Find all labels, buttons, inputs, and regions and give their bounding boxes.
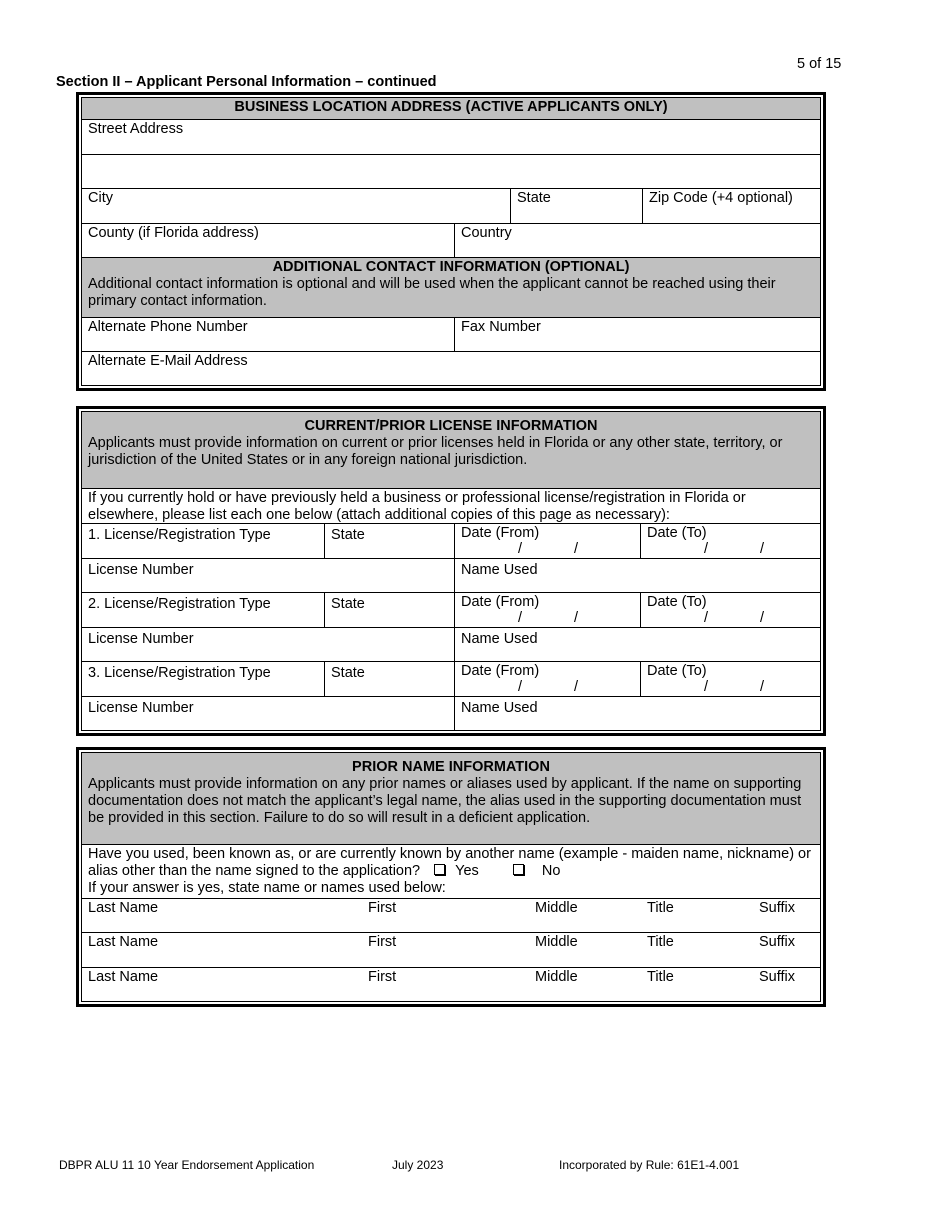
date-separator: / <box>574 541 579 557</box>
date-separator: / <box>574 679 579 695</box>
license-entry-2 <box>82 592 820 627</box>
date-separator: / <box>760 679 765 695</box>
fax-number-field[interactable] <box>454 318 820 351</box>
date-separator: / <box>760 541 765 557</box>
date-from-label: Date (From) <box>461 663 540 679</box>
license-type-label: 3. License/Registration Type <box>88 665 271 681</box>
license-info-box <box>76 406 826 736</box>
fax-number-label: Fax Number <box>461 319 541 335</box>
prior-name-row-3 <box>82 967 820 1001</box>
street-address-field[interactable] <box>82 120 820 188</box>
yes-checkbox[interactable] <box>434 864 445 875</box>
date-from-field[interactable] <box>454 524 640 558</box>
section-title: Section II – Applicant Personal Information – continued <box>56 74 437 90</box>
prior-name-row-1 <box>82 898 820 932</box>
first-name-label: First <box>368 969 397 985</box>
title-label: Title <box>647 934 674 950</box>
prior-name-question-text: Have you used, been known as, or are currently known by another name (example - maiden name, nickname) or alias other than the name signed to the application? <box>88 846 811 879</box>
suffix-field[interactable] <box>753 933 820 967</box>
license-number-field[interactable] <box>82 559 454 592</box>
date-separator: / <box>574 610 579 626</box>
middle-name-label: Middle <box>535 900 578 916</box>
alternate-phone-label: Alternate Phone Number <box>88 319 248 335</box>
last-name-field[interactable] <box>82 968 362 1001</box>
license-type-field[interactable] <box>82 662 324 696</box>
name-used-field[interactable] <box>454 697 820 730</box>
suffix-field[interactable] <box>753 968 820 1001</box>
license-state-label: State <box>331 527 365 543</box>
date-from-field[interactable] <box>454 593 640 627</box>
alternate-phone-field[interactable] <box>82 318 454 351</box>
zip-code-label: Zip Code (+4 optional) <box>649 190 793 206</box>
license-state-field[interactable] <box>324 662 454 696</box>
date-from-field[interactable] <box>454 662 640 696</box>
city-label: City <box>88 190 113 206</box>
last-name-field[interactable] <box>82 933 362 967</box>
date-to-field[interactable] <box>640 662 820 696</box>
page-number: 5 of 15 <box>797 56 842 72</box>
footer-form-name: DBPR ALU 11 10 Year Endorsement Application <box>59 1158 315 1172</box>
date-separator: / <box>704 610 709 626</box>
date-to-field[interactable] <box>640 593 820 627</box>
business-location-box <box>76 92 826 391</box>
middle-name-label: Middle <box>535 969 578 985</box>
prior-name-question <box>82 846 820 880</box>
first-name-label: First <box>368 900 397 916</box>
middle-name-field[interactable] <box>529 899 641 932</box>
license-number-label: License Number <box>88 562 194 578</box>
first-name-field[interactable] <box>362 968 529 1001</box>
title-label: Title <box>647 969 674 985</box>
license-number-field[interactable] <box>82 697 454 730</box>
suffix-field[interactable] <box>753 899 820 932</box>
first-name-field[interactable] <box>362 933 529 967</box>
name-used-label: Name Used <box>461 631 538 647</box>
license-state-field[interactable] <box>324 524 454 558</box>
first-name-label: First <box>368 934 397 950</box>
name-used-label: Name Used <box>461 562 538 578</box>
license-entry-3 <box>82 661 820 696</box>
prior-name-header: PRIOR NAME INFORMATION <box>352 759 550 775</box>
state-label: State <box>517 190 551 206</box>
license-info-header: CURRENT/PRIOR LICENSE INFORMATION <box>304 418 598 434</box>
date-separator: / <box>760 610 765 626</box>
zip-code-field[interactable] <box>642 189 820 223</box>
alternate-email-label: Alternate E-Mail Address <box>88 353 248 369</box>
street-address-label: Street Address <box>88 121 184 137</box>
title-field[interactable] <box>641 933 753 967</box>
middle-name-label: Middle <box>535 934 578 950</box>
date-to-field[interactable] <box>640 524 820 558</box>
footer-date: July 2023 <box>392 1158 444 1172</box>
date-from-label: Date (From) <box>461 525 540 541</box>
suffix-label: Suffix <box>759 969 796 985</box>
title-field[interactable] <box>641 968 753 1001</box>
license-instructions: If you currently hold or have previously held a business or professional license/registration in Florida or elsewhere, please list each one below (attach additional copies of this page as necessary): <box>88 490 746 523</box>
date-to-label: Date (To) <box>647 594 707 610</box>
license-type-label: 2. License/Registration Type <box>88 596 271 612</box>
license-info-description: Applicants must provide information on current or prior licenses held in Florida or any other state, territory, or jurisdiction of the United States or in any foreign national jurisdiction. <box>88 435 783 468</box>
name-used-label: Name Used <box>461 700 538 716</box>
prior-name-row-2 <box>82 932 820 967</box>
license-entry-1 <box>82 523 820 558</box>
yes-label: Yes <box>455 863 479 879</box>
middle-name-field[interactable] <box>529 968 641 1001</box>
name-used-field[interactable] <box>454 559 820 592</box>
contact-info-header: ADDITIONAL CONTACT INFORMATION (OPTIONAL) <box>272 259 630 275</box>
date-separator: / <box>704 541 709 557</box>
prior-name-description: Applicants must provide information on any prior names or aliases used by applicant. If the name on supporting documentation does not match the applicant’s legal name, the alias used in the supporting documentation must be provided in this section. Failure to do so will result in a deficient application. <box>88 776 802 826</box>
country-field[interactable] <box>454 224 820 257</box>
no-label: No <box>541 863 561 879</box>
street-address-divider <box>82 154 820 155</box>
license-number-label: License Number <box>88 700 194 716</box>
first-name-field[interactable] <box>362 899 529 932</box>
license-state-label: State <box>331 665 365 681</box>
alternate-email-field[interactable] <box>82 352 820 385</box>
suffix-label: Suffix <box>759 900 796 916</box>
business-location-header: BUSINESS LOCATION ADDRESS (ACTIVE APPLICANTS ONLY) <box>234 99 668 115</box>
last-name-label: Last Name <box>88 969 159 985</box>
prior-name-box <box>76 747 826 1007</box>
date-from-label: Date (From) <box>461 594 540 610</box>
date-separator: / <box>704 679 709 695</box>
prior-name-followup: If your answer is yes, state name or names used below: <box>88 880 446 896</box>
county-field[interactable] <box>82 224 454 257</box>
license-type-label: 1. License/Registration Type <box>88 527 271 543</box>
last-name-field[interactable] <box>82 899 362 932</box>
license-state-field[interactable] <box>324 593 454 627</box>
license-state-label: State <box>331 596 365 612</box>
middle-name-field[interactable] <box>529 933 641 967</box>
county-label: County (if Florida address) <box>88 225 259 241</box>
license-type-field[interactable] <box>82 524 324 558</box>
date-to-label: Date (To) <box>647 525 707 541</box>
suffix-label: Suffix <box>759 934 796 950</box>
last-name-label: Last Name <box>88 900 159 916</box>
license-type-field[interactable] <box>82 593 324 627</box>
title-label: Title <box>647 900 674 916</box>
name-used-field[interactable] <box>454 628 820 661</box>
last-name-label: Last Name <box>88 934 159 950</box>
date-to-label: Date (To) <box>647 663 707 679</box>
date-separator: / <box>518 610 523 626</box>
country-label: Country <box>461 225 512 241</box>
footer-rule: Incorporated by Rule: 61E1-4.001 <box>559 1158 740 1172</box>
license-number-label: License Number <box>88 631 194 647</box>
title-field[interactable] <box>641 899 753 932</box>
date-separator: / <box>518 679 523 695</box>
contact-info-description: Additional contact information is optional and will be used when the applicant cannot be reached using their primary contact information. <box>88 276 776 309</box>
no-checkbox[interactable] <box>513 864 524 875</box>
city-field[interactable] <box>82 189 510 223</box>
date-separator: / <box>518 541 523 557</box>
state-field[interactable] <box>510 189 642 223</box>
license-number-field[interactable] <box>82 628 454 661</box>
